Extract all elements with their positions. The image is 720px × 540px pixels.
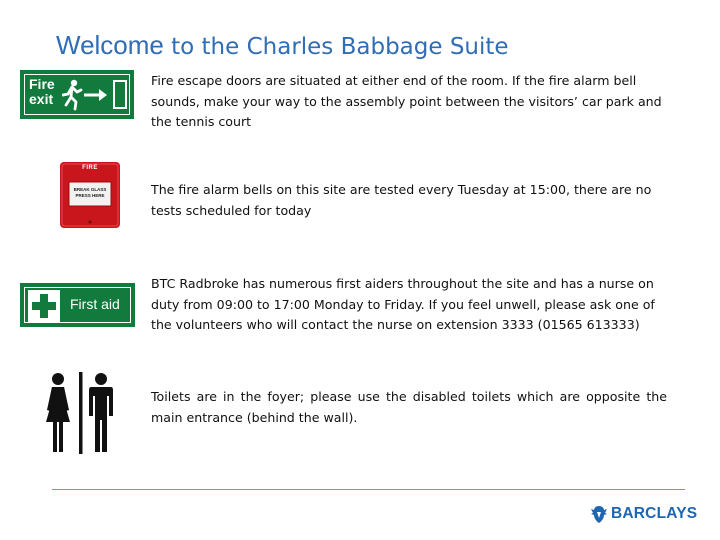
alarm-label-press-here: PRESS HERE [75, 193, 105, 198]
barclays-logo-text: BARCLAYS [611, 505, 698, 522]
fire-alarm-text: The fire alarm bells on this site are tested every Tuesday at 15:00, there are no tests scheduled for today [151, 182, 652, 218]
running-man-arrow-icon [62, 78, 130, 111]
title-welcome: Welcome [56, 30, 164, 60]
alarm-label-fire: FIRE [82, 165, 98, 171]
first-aid-cross-icon [28, 290, 60, 322]
barclays-logo [590, 504, 697, 524]
title-rest: to the Charles Babbage Suite [171, 34, 509, 60]
toilets-sign-icon [43, 372, 119, 454]
footer-divider [52, 489, 685, 490]
alarm-label-break-glass: BREAK GLASS [73, 187, 107, 192]
eagle-icon [590, 504, 608, 524]
fire-exit-sign-icon [20, 70, 134, 119]
fire-exit-line1: Fire [29, 76, 55, 92]
fire-exit-line2: exit [29, 91, 54, 107]
first-aid-text: BTC Radbroke has numerous first aiders throughout the site and has a nurse on duty from 09:00 to 17:00 Monday to Friday. If you feel unwell, please ask one of the volunteers who will contact the nurse on extension 3333 (01565 613333) [151, 276, 655, 332]
toilets-text: Toilets are in the foyer; please use the disabled toilets which are opposite the main entrance (behind the wall). [151, 389, 667, 425]
first-aid-sign-icon [20, 283, 135, 327]
fire-exit-text: Fire escape doors are situated at either end of the room. If the fire alarm bell sounds, make your way to the assembly point between the visitors’ car park and the tennis court [151, 73, 662, 129]
slide-title [56, 28, 509, 64]
fire-alarm-call-point-icon [59, 160, 121, 230]
first-aid-sign-label: First aid [70, 296, 120, 312]
